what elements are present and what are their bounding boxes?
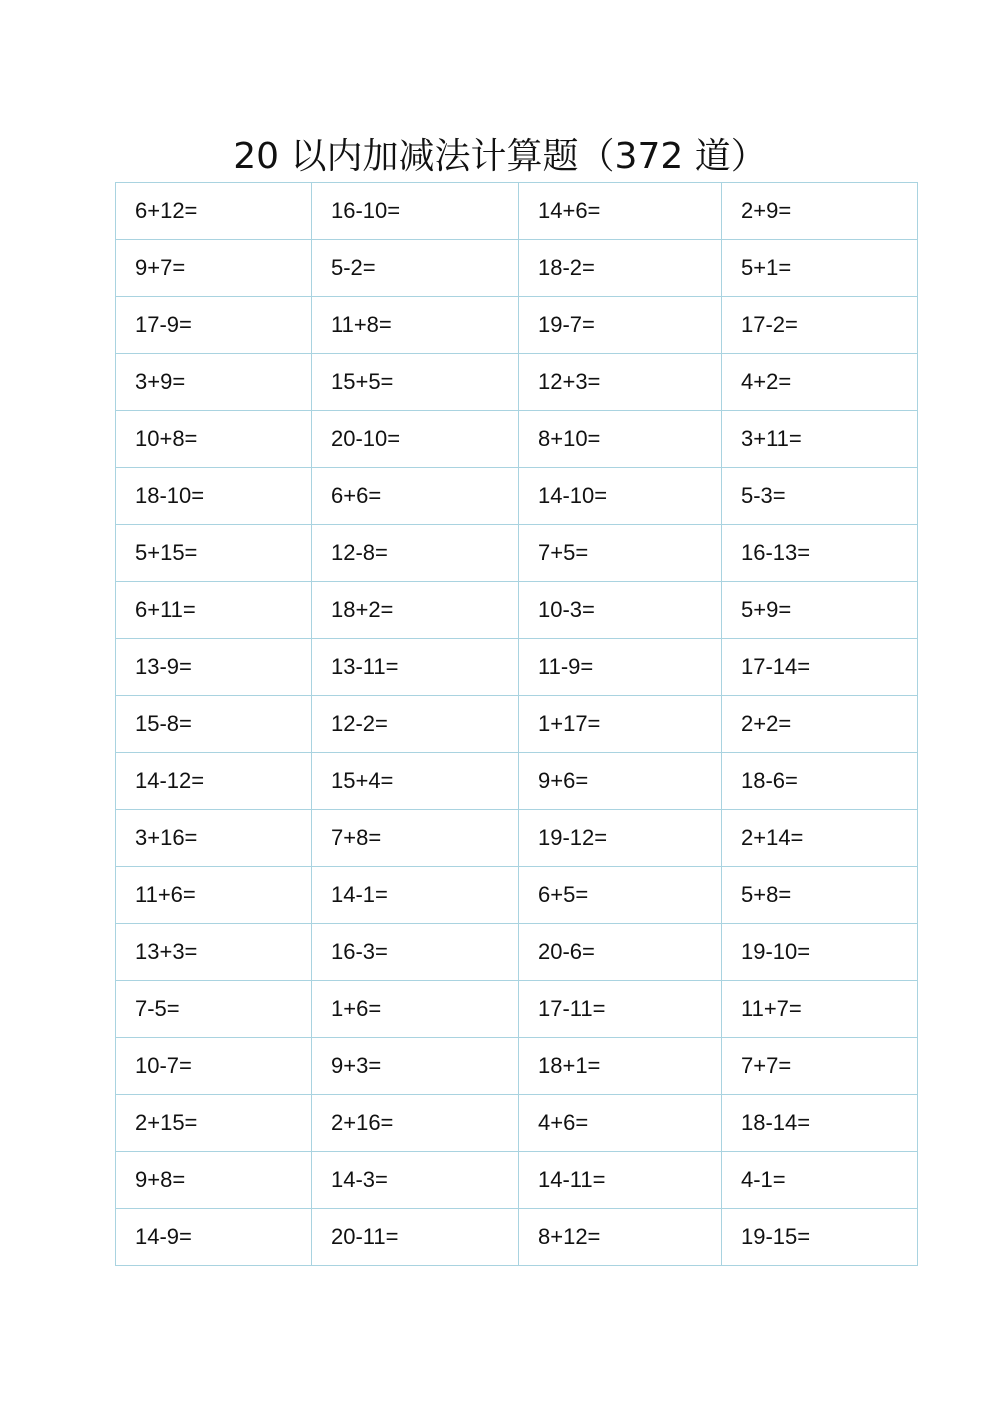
problem-cell: 11+8=	[312, 297, 519, 354]
problem-cell: 11-9=	[519, 639, 722, 696]
page-title: 20 以内加减法计算题（372 道）	[233, 136, 767, 177]
problem-cell: 17-9=	[116, 297, 312, 354]
problem-cell: 9+8=	[116, 1152, 312, 1209]
problem-cell: 7+7=	[722, 1038, 918, 1095]
problem-cell: 14-9=	[116, 1209, 312, 1266]
problem-cell: 2+14=	[722, 810, 918, 867]
problem-cell: 20-11=	[312, 1209, 519, 1266]
problem-cell: 7-5=	[116, 981, 312, 1038]
problem-cell: 13-11=	[312, 639, 519, 696]
problem-cell: 4+2=	[722, 354, 918, 411]
problem-cell: 6+12=	[116, 183, 312, 240]
table-row	[116, 1209, 918, 1266]
problem-cell: 3+16=	[116, 810, 312, 867]
table-row	[116, 981, 918, 1038]
problem-table-body	[116, 183, 918, 1266]
problem-cell: 13-9=	[116, 639, 312, 696]
problem-cell: 11+6=	[116, 867, 312, 924]
table-row	[116, 753, 918, 810]
problem-cell: 18-2=	[519, 240, 722, 297]
problem-cell: 14-12=	[116, 753, 312, 810]
problem-cell: 5+8=	[722, 867, 918, 924]
table-row	[116, 468, 918, 525]
problem-cell: 6+11=	[116, 582, 312, 639]
problem-cell: 17-11=	[519, 981, 722, 1038]
problem-table	[115, 182, 918, 1266]
table-row	[116, 1095, 918, 1152]
problem-cell: 10-7=	[116, 1038, 312, 1095]
problem-cell: 10-3=	[519, 582, 722, 639]
problem-cell: 4+6=	[519, 1095, 722, 1152]
problem-cell: 13+3=	[116, 924, 312, 981]
problem-cell: 16-13=	[722, 525, 918, 582]
problem-cell: 17-2=	[722, 297, 918, 354]
table-row	[116, 411, 918, 468]
problem-cell: 9+6=	[519, 753, 722, 810]
problem-cell: 14+6=	[519, 183, 722, 240]
problem-cell: 14-11=	[519, 1152, 722, 1209]
table-row	[116, 1038, 918, 1095]
problem-cell: 17-14=	[722, 639, 918, 696]
problem-cell: 5+1=	[722, 240, 918, 297]
table-row	[116, 354, 918, 411]
problem-cell: 11+7=	[722, 981, 918, 1038]
problem-cell: 18+1=	[519, 1038, 722, 1095]
problem-cell: 2+16=	[312, 1095, 519, 1152]
table-row	[116, 924, 918, 981]
table-row	[116, 1152, 918, 1209]
problem-cell: 5-3=	[722, 468, 918, 525]
problem-cell: 18+2=	[312, 582, 519, 639]
problem-cell: 19-10=	[722, 924, 918, 981]
problem-cell: 5+9=	[722, 582, 918, 639]
problem-cell: 18-10=	[116, 468, 312, 525]
problem-cell: 5-2=	[312, 240, 519, 297]
problem-cell: 15+5=	[312, 354, 519, 411]
problem-cell: 3+11=	[722, 411, 918, 468]
problem-cell: 9+7=	[116, 240, 312, 297]
table-row	[116, 639, 918, 696]
problem-cell: 7+5=	[519, 525, 722, 582]
problem-cell: 7+8=	[312, 810, 519, 867]
problem-cell: 16-3=	[312, 924, 519, 981]
table-row	[116, 867, 918, 924]
problem-cell: 9+3=	[312, 1038, 519, 1095]
problem-cell: 6+6=	[312, 468, 519, 525]
problem-cell: 14-10=	[519, 468, 722, 525]
problem-cell: 15+4=	[312, 753, 519, 810]
problem-cell: 2+15=	[116, 1095, 312, 1152]
table-row	[116, 183, 918, 240]
problem-cell: 4-1=	[722, 1152, 918, 1209]
problem-cell: 2+9=	[722, 183, 918, 240]
problem-cell: 5+15=	[116, 525, 312, 582]
problem-cell: 8+12=	[519, 1209, 722, 1266]
problem-cell: 14-3=	[312, 1152, 519, 1209]
problem-cell: 1+17=	[519, 696, 722, 753]
problem-cell: 18-6=	[722, 753, 918, 810]
table-row	[116, 240, 918, 297]
problem-cell: 3+9=	[116, 354, 312, 411]
table-row	[116, 810, 918, 867]
problem-cell: 16-10=	[312, 183, 519, 240]
problem-cell: 6+5=	[519, 867, 722, 924]
problem-cell: 12+3=	[519, 354, 722, 411]
problem-cell: 2+2=	[722, 696, 918, 753]
table-row	[116, 696, 918, 753]
table-row	[116, 525, 918, 582]
problem-cell: 12-2=	[312, 696, 519, 753]
problem-cell: 19-12=	[519, 810, 722, 867]
problem-cell: 20-10=	[312, 411, 519, 468]
table-row	[116, 582, 918, 639]
problem-cell: 19-15=	[722, 1209, 918, 1266]
problem-cell: 15-8=	[116, 696, 312, 753]
problem-cell: 12-8=	[312, 525, 519, 582]
problem-cell: 18-14=	[722, 1095, 918, 1152]
problem-cell: 1+6=	[312, 981, 519, 1038]
problem-cell: 10+8=	[116, 411, 312, 468]
problem-cell: 14-1=	[312, 867, 519, 924]
problem-cell: 19-7=	[519, 297, 722, 354]
problem-cell: 20-6=	[519, 924, 722, 981]
problem-cell: 8+10=	[519, 411, 722, 468]
table-row	[116, 297, 918, 354]
